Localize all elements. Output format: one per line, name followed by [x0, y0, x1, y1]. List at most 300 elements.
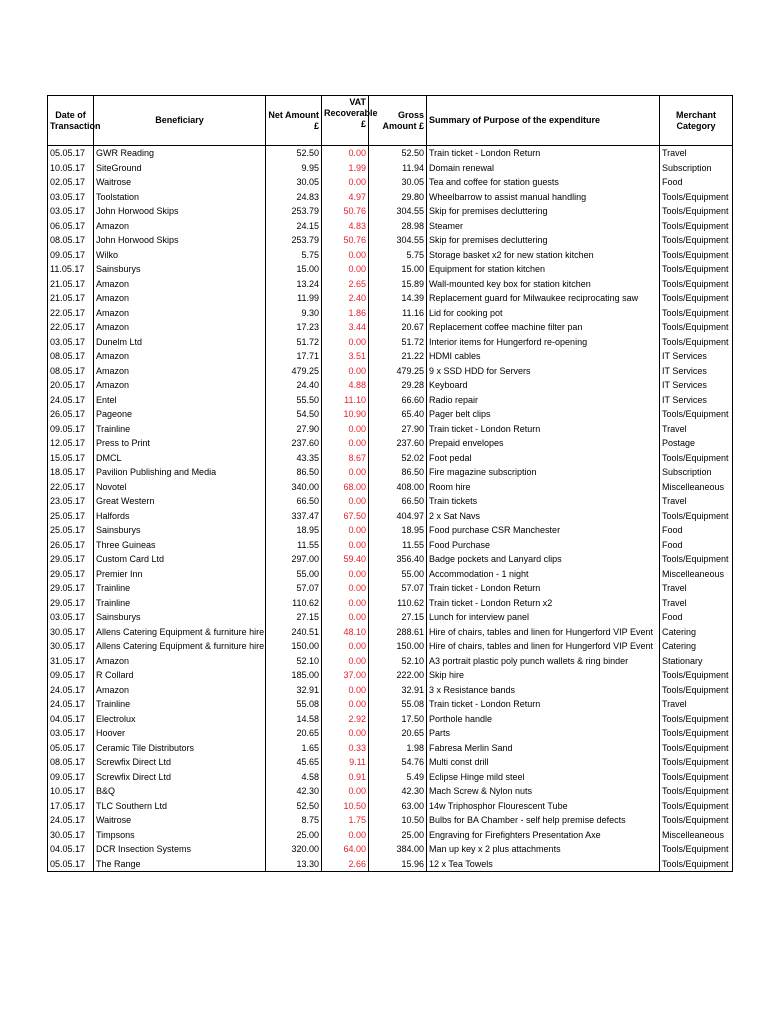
- cell-gross-amount: 15.00: [369, 262, 427, 277]
- cell-vat-recoverable: 2.65: [322, 277, 369, 292]
- cell-vat-recoverable: 0.00: [322, 146, 369, 161]
- cell-merchant-category: Travel: [660, 581, 733, 596]
- cell-beneficiary: Trainline: [94, 422, 266, 437]
- table-row: [48, 320, 733, 335]
- cell-gross-amount: 28.98: [369, 219, 427, 234]
- cell-date: 09.05.17: [48, 770, 94, 785]
- cell-date: 30.05.17: [48, 639, 94, 654]
- cell-gross-amount: 11.55: [369, 538, 427, 553]
- cell-summary: A3 portrait plastic poly punch wallets & ring binder: [427, 654, 660, 669]
- cell-gross-amount: 404.97: [369, 509, 427, 524]
- cell-beneficiary: Amazon: [94, 306, 266, 321]
- cell-beneficiary: Allens Catering Equipment & furniture hire: [94, 639, 266, 654]
- cell-net-amount: 13.30: [266, 857, 322, 872]
- cell-merchant-category: Stationary: [660, 654, 733, 669]
- table-row: [48, 712, 733, 727]
- table-row: [48, 335, 733, 350]
- table-row: [48, 277, 733, 292]
- cell-date: 29.05.17: [48, 596, 94, 611]
- table-row: [48, 175, 733, 190]
- cell-merchant-category: Tools/Equipment: [660, 190, 733, 205]
- header-summary: Summary of Purpose of the expenditure: [427, 96, 660, 146]
- cell-gross-amount: 288.61: [369, 625, 427, 640]
- cell-summary: HDMI cables: [427, 349, 660, 364]
- cell-net-amount: 150.00: [266, 639, 322, 654]
- cell-gross-amount: 57.07: [369, 581, 427, 596]
- table-row: [48, 523, 733, 538]
- cell-beneficiary: Timpsons: [94, 828, 266, 843]
- cell-summary: Keyboard: [427, 378, 660, 393]
- cell-merchant-category: Tools/Equipment: [660, 712, 733, 727]
- cell-summary: Engraving for Firefighters Presentation Axe: [427, 828, 660, 843]
- cell-gross-amount: 5.75: [369, 248, 427, 263]
- cell-summary: Tea and coffee for station guests: [427, 175, 660, 190]
- cell-merchant-category: Subscription: [660, 161, 733, 176]
- cell-date: 03.05.17: [48, 610, 94, 625]
- cell-net-amount: 14.58: [266, 712, 322, 727]
- cell-date: 03.05.17: [48, 726, 94, 741]
- cell-summary: Wheelbarrow to assist manual handling: [427, 190, 660, 205]
- cell-date: 02.05.17: [48, 175, 94, 190]
- cell-merchant-category: Food: [660, 523, 733, 538]
- header-merchant-category: Merchant Category: [660, 96, 733, 146]
- table-row: [48, 581, 733, 596]
- cell-date: 29.05.17: [48, 581, 94, 596]
- cell-merchant-category: Travel: [660, 146, 733, 161]
- cell-vat-recoverable: 0.00: [322, 335, 369, 350]
- cell-summary: Storage basket x2 for new station kitchen: [427, 248, 660, 263]
- cell-vat-recoverable: 0.00: [322, 683, 369, 698]
- cell-gross-amount: 150.00: [369, 639, 427, 654]
- cell-gross-amount: 21.22: [369, 349, 427, 364]
- table-row: [48, 552, 733, 567]
- table-row: [48, 364, 733, 379]
- table-row: [48, 393, 733, 408]
- cell-beneficiary: DMCL: [94, 451, 266, 466]
- cell-summary: Fire magazine subscription: [427, 465, 660, 480]
- cell-summary: Prepaid envelopes: [427, 436, 660, 451]
- cell-vat-recoverable: 0.33: [322, 741, 369, 756]
- cell-date: 23.05.17: [48, 494, 94, 509]
- cell-net-amount: 20.65: [266, 726, 322, 741]
- table-row: [48, 465, 733, 480]
- cell-beneficiary: Sainsburys: [94, 262, 266, 277]
- cell-beneficiary: Amazon: [94, 291, 266, 306]
- cell-vat-recoverable: 0.00: [322, 596, 369, 611]
- cell-merchant-category: Food: [660, 538, 733, 553]
- cell-net-amount: 52.10: [266, 654, 322, 669]
- cell-summary: Lunch for interview panel: [427, 610, 660, 625]
- cell-net-amount: 185.00: [266, 668, 322, 683]
- cell-gross-amount: 5.49: [369, 770, 427, 785]
- table-row: [48, 755, 733, 770]
- table-row: [48, 683, 733, 698]
- cell-merchant-category: Food: [660, 175, 733, 190]
- cell-gross-amount: 42.30: [369, 784, 427, 799]
- cell-summary: 14w Triphosphor Flourescent Tube: [427, 799, 660, 814]
- cell-summary: Skip for premises decluttering: [427, 204, 660, 219]
- header-row: [48, 96, 733, 146]
- cell-beneficiary: Trainline: [94, 596, 266, 611]
- cell-beneficiary: The Range: [94, 857, 266, 872]
- cell-gross-amount: 356.40: [369, 552, 427, 567]
- cell-summary: Train ticket - London Return: [427, 581, 660, 596]
- cell-date: 03.05.17: [48, 204, 94, 219]
- table-row: [48, 596, 733, 611]
- cell-beneficiary: Three Guineas: [94, 538, 266, 553]
- cell-gross-amount: 20.65: [369, 726, 427, 741]
- cell-vat-recoverable: 50.76: [322, 233, 369, 248]
- cell-merchant-category: Tools/Equipment: [660, 842, 733, 857]
- cell-date: 20.05.17: [48, 378, 94, 393]
- cell-net-amount: 240.51: [266, 625, 322, 640]
- cell-vat-recoverable: 1.86: [322, 306, 369, 321]
- cell-merchant-category: Tools/Equipment: [660, 335, 733, 350]
- cell-beneficiary: Premier Inn: [94, 567, 266, 582]
- cell-summary: Train ticket - London Return x2: [427, 596, 660, 611]
- cell-date: 21.05.17: [48, 277, 94, 292]
- table-row: [48, 770, 733, 785]
- cell-beneficiary: Sainsburys: [94, 523, 266, 538]
- table-row: [48, 813, 733, 828]
- cell-gross-amount: 55.00: [369, 567, 427, 582]
- cell-merchant-category: Tools/Equipment: [660, 668, 733, 683]
- cell-gross-amount: 384.00: [369, 842, 427, 857]
- cell-gross-amount: 52.02: [369, 451, 427, 466]
- cell-merchant-category: Tools/Equipment: [660, 291, 733, 306]
- table-row: [48, 494, 733, 509]
- cell-gross-amount: 86.50: [369, 465, 427, 480]
- table-row: [48, 625, 733, 640]
- table-row: [48, 610, 733, 625]
- table-row: [48, 248, 733, 263]
- header-vat-recoverable: VAT Recoverable £: [322, 96, 369, 146]
- cell-merchant-category: Tools/Equipment: [660, 813, 733, 828]
- cell-net-amount: 11.99: [266, 291, 322, 306]
- cell-vat-recoverable: 64.00: [322, 842, 369, 857]
- cell-vat-recoverable: 59.40: [322, 552, 369, 567]
- cell-net-amount: 110.62: [266, 596, 322, 611]
- cell-merchant-category: Travel: [660, 422, 733, 437]
- cell-summary: Eclipse Hinge mild steel: [427, 770, 660, 785]
- cell-gross-amount: 66.60: [369, 393, 427, 408]
- cell-net-amount: 30.05: [266, 175, 322, 190]
- cell-net-amount: 253.79: [266, 233, 322, 248]
- cell-merchant-category: Travel: [660, 697, 733, 712]
- cell-net-amount: 55.08: [266, 697, 322, 712]
- cell-date: 05.05.17: [48, 146, 94, 161]
- cell-gross-amount: 304.55: [369, 233, 427, 248]
- cell-vat-recoverable: 68.00: [322, 480, 369, 495]
- cell-merchant-category: Catering: [660, 639, 733, 654]
- cell-net-amount: 9.95: [266, 161, 322, 176]
- cell-gross-amount: 52.10: [369, 654, 427, 669]
- cell-net-amount: 51.72: [266, 335, 322, 350]
- cell-merchant-category: IT Services: [660, 393, 733, 408]
- cell-gross-amount: 110.62: [369, 596, 427, 611]
- cell-date: 24.05.17: [48, 393, 94, 408]
- header-beneficiary: Beneficiary: [94, 96, 266, 146]
- cell-date: 29.05.17: [48, 552, 94, 567]
- cell-net-amount: 17.71: [266, 349, 322, 364]
- table-row: [48, 538, 733, 553]
- cell-summary: Food purchase CSR Manchester: [427, 523, 660, 538]
- cell-gross-amount: 11.16: [369, 306, 427, 321]
- cell-net-amount: 8.75: [266, 813, 322, 828]
- cell-gross-amount: 14.39: [369, 291, 427, 306]
- cell-merchant-category: Tools/Equipment: [660, 407, 733, 422]
- cell-gross-amount: 30.05: [369, 175, 427, 190]
- table-row: [48, 190, 733, 205]
- cell-merchant-category: Travel: [660, 596, 733, 611]
- cell-gross-amount: 27.90: [369, 422, 427, 437]
- cell-gross-amount: 32.91: [369, 683, 427, 698]
- cell-date: 24.05.17: [48, 813, 94, 828]
- cell-net-amount: 237.60: [266, 436, 322, 451]
- cell-merchant-category: Tools/Equipment: [660, 741, 733, 756]
- cell-merchant-category: Tools/Equipment: [660, 306, 733, 321]
- table-row: [48, 697, 733, 712]
- cell-beneficiary: Electrolux: [94, 712, 266, 727]
- header-gross-amount: Gross Amount £: [369, 96, 427, 146]
- cell-net-amount: 1.65: [266, 741, 322, 756]
- table-row: [48, 349, 733, 364]
- cell-vat-recoverable: 0.00: [322, 422, 369, 437]
- cell-date: 06.05.17: [48, 219, 94, 234]
- table-row: [48, 436, 733, 451]
- expenditure-table: [47, 95, 733, 872]
- cell-summary: Fabresa Merlin Sand: [427, 741, 660, 756]
- cell-net-amount: 297.00: [266, 552, 322, 567]
- cell-net-amount: 479.25: [266, 364, 322, 379]
- cell-date: 04.05.17: [48, 712, 94, 727]
- table-row: [48, 668, 733, 683]
- cell-date: 30.05.17: [48, 828, 94, 843]
- cell-date: 12.05.17: [48, 436, 94, 451]
- cell-merchant-category: Tools/Equipment: [660, 784, 733, 799]
- cell-summary: Train ticket - London Return: [427, 146, 660, 161]
- cell-beneficiary: Ceramic Tile Distributors: [94, 741, 266, 756]
- cell-beneficiary: Custom Card Ltd: [94, 552, 266, 567]
- cell-vat-recoverable: 10.90: [322, 407, 369, 422]
- cell-vat-recoverable: 0.00: [322, 364, 369, 379]
- cell-gross-amount: 54.76: [369, 755, 427, 770]
- cell-merchant-category: Miscelleaneous: [660, 480, 733, 495]
- table-row: [48, 262, 733, 277]
- table-row: [48, 480, 733, 495]
- cell-date: 24.05.17: [48, 683, 94, 698]
- cell-gross-amount: 65.40: [369, 407, 427, 422]
- cell-vat-recoverable: 0.00: [322, 697, 369, 712]
- cell-net-amount: 9.30: [266, 306, 322, 321]
- table-row: [48, 219, 733, 234]
- cell-beneficiary: Amazon: [94, 349, 266, 364]
- cell-summary: Parts: [427, 726, 660, 741]
- table-row: [48, 842, 733, 857]
- cell-vat-recoverable: 3.44: [322, 320, 369, 335]
- cell-date: 05.05.17: [48, 857, 94, 872]
- cell-summary: Pager belt clips: [427, 407, 660, 422]
- cell-merchant-category: IT Services: [660, 349, 733, 364]
- cell-net-amount: 43.35: [266, 451, 322, 466]
- cell-date: 30.05.17: [48, 625, 94, 640]
- table-row: [48, 451, 733, 466]
- cell-gross-amount: 63.00: [369, 799, 427, 814]
- cell-net-amount: 24.15: [266, 219, 322, 234]
- cell-beneficiary: John Horwood Skips: [94, 233, 266, 248]
- header-net-amount: Net Amount £: [266, 96, 322, 146]
- cell-summary: Mach Screw & Nylon nuts: [427, 784, 660, 799]
- cell-merchant-category: Tools/Equipment: [660, 320, 733, 335]
- cell-beneficiary: Amazon: [94, 683, 266, 698]
- cell-beneficiary: Amazon: [94, 364, 266, 379]
- expenditure-sheet: [47, 95, 729, 872]
- cell-gross-amount: 237.60: [369, 436, 427, 451]
- cell-merchant-category: Catering: [660, 625, 733, 640]
- cell-vat-recoverable: 0.00: [322, 726, 369, 741]
- cell-vat-recoverable: 67.50: [322, 509, 369, 524]
- cell-net-amount: 32.91: [266, 683, 322, 698]
- cell-net-amount: 45.65: [266, 755, 322, 770]
- table-row: [48, 306, 733, 321]
- table-row: [48, 726, 733, 741]
- cell-date: 10.05.17: [48, 784, 94, 799]
- cell-vat-recoverable: 3.51: [322, 349, 369, 364]
- cell-date: 26.05.17: [48, 538, 94, 553]
- cell-gross-amount: 10.50: [369, 813, 427, 828]
- cell-summary: Porthole handle: [427, 712, 660, 727]
- cell-date: 10.05.17: [48, 161, 94, 176]
- cell-summary: Food Purchase: [427, 538, 660, 553]
- cell-gross-amount: 18.95: [369, 523, 427, 538]
- cell-merchant-category: IT Services: [660, 364, 733, 379]
- cell-date: 25.05.17: [48, 523, 94, 538]
- cell-date: 29.05.17: [48, 567, 94, 582]
- table-row: [48, 291, 733, 306]
- cell-beneficiary: Amazon: [94, 654, 266, 669]
- cell-vat-recoverable: 2.66: [322, 857, 369, 872]
- cell-gross-amount: 11.94: [369, 161, 427, 176]
- cell-summary: Multi const drill: [427, 755, 660, 770]
- table-header: [48, 96, 733, 146]
- cell-gross-amount: 20.67: [369, 320, 427, 335]
- cell-summary: Badge pockets and Lanyard clips: [427, 552, 660, 567]
- cell-beneficiary: Screwfix Direct Ltd: [94, 770, 266, 785]
- cell-gross-amount: 222.00: [369, 668, 427, 683]
- cell-beneficiary: Allens Catering Equipment & furniture hire: [94, 625, 266, 640]
- cell-summary: Domain renewal: [427, 161, 660, 176]
- table-body: [48, 146, 733, 872]
- cell-net-amount: 54.50: [266, 407, 322, 422]
- cell-net-amount: 320.00: [266, 842, 322, 857]
- cell-merchant-category: Miscelleaneous: [660, 828, 733, 843]
- cell-merchant-category: Tools/Equipment: [660, 726, 733, 741]
- cell-vat-recoverable: 0.00: [322, 262, 369, 277]
- cell-merchant-category: Tools/Equipment: [660, 799, 733, 814]
- cell-summary: Man up key x 2 plus attachments: [427, 842, 660, 857]
- cell-beneficiary: DCR Insection Systems: [94, 842, 266, 857]
- cell-vat-recoverable: 0.00: [322, 494, 369, 509]
- cell-beneficiary: B&Q: [94, 784, 266, 799]
- cell-date: 24.05.17: [48, 697, 94, 712]
- cell-gross-amount: 304.55: [369, 204, 427, 219]
- cell-merchant-category: Tools/Equipment: [660, 219, 733, 234]
- cell-net-amount: 27.90: [266, 422, 322, 437]
- table-row: [48, 799, 733, 814]
- cell-vat-recoverable: 8.67: [322, 451, 369, 466]
- table-row: [48, 567, 733, 582]
- cell-beneficiary: Amazon: [94, 320, 266, 335]
- cell-gross-amount: 479.25: [369, 364, 427, 379]
- cell-summary: Skip for premises decluttering: [427, 233, 660, 248]
- cell-summary: Lid for cooking pot: [427, 306, 660, 321]
- table-row: [48, 204, 733, 219]
- cell-summary: Train tickets: [427, 494, 660, 509]
- cell-vat-recoverable: 11.10: [322, 393, 369, 408]
- cell-net-amount: 24.40: [266, 378, 322, 393]
- cell-vat-recoverable: 0.00: [322, 248, 369, 263]
- cell-date: 11.05.17: [48, 262, 94, 277]
- cell-date: 26.05.17: [48, 407, 94, 422]
- cell-gross-amount: 29.28: [369, 378, 427, 393]
- cell-vat-recoverable: 1.75: [322, 813, 369, 828]
- cell-merchant-category: Tools/Equipment: [660, 233, 733, 248]
- cell-net-amount: 55.50: [266, 393, 322, 408]
- cell-summary: Replacement coffee machine filter pan: [427, 320, 660, 335]
- cell-net-amount: 4.58: [266, 770, 322, 785]
- table-row: [48, 741, 733, 756]
- cell-gross-amount: 55.08: [369, 697, 427, 712]
- cell-date: 05.05.17: [48, 741, 94, 756]
- cell-beneficiary: Amazon: [94, 219, 266, 234]
- cell-date: 08.05.17: [48, 755, 94, 770]
- table-row: [48, 146, 733, 161]
- cell-vat-recoverable: 4.83: [322, 219, 369, 234]
- cell-beneficiary: Screwfix Direct Ltd: [94, 755, 266, 770]
- cell-gross-amount: 51.72: [369, 335, 427, 350]
- cell-net-amount: 57.07: [266, 581, 322, 596]
- table-row: [48, 857, 733, 872]
- cell-date: 03.05.17: [48, 190, 94, 205]
- cell-beneficiary: Toolstation: [94, 190, 266, 205]
- cell-date: 17.05.17: [48, 799, 94, 814]
- cell-vat-recoverable: 2.92: [322, 712, 369, 727]
- cell-gross-amount: 66.50: [369, 494, 427, 509]
- cell-net-amount: 24.83: [266, 190, 322, 205]
- cell-vat-recoverable: 0.00: [322, 581, 369, 596]
- cell-beneficiary: Waitrose: [94, 813, 266, 828]
- cell-net-amount: 253.79: [266, 204, 322, 219]
- cell-merchant-category: Tools/Equipment: [660, 248, 733, 263]
- cell-net-amount: 66.50: [266, 494, 322, 509]
- cell-net-amount: 15.00: [266, 262, 322, 277]
- cell-summary: Train ticket - London Return: [427, 697, 660, 712]
- cell-beneficiary: Dunelm Ltd: [94, 335, 266, 350]
- cell-gross-amount: 27.15: [369, 610, 427, 625]
- cell-merchant-category: Tools/Equipment: [660, 770, 733, 785]
- table-row: [48, 828, 733, 843]
- cell-beneficiary: Amazon: [94, 277, 266, 292]
- cell-beneficiary: Sainsburys: [94, 610, 266, 625]
- cell-gross-amount: 15.96: [369, 857, 427, 872]
- cell-date: 22.05.17: [48, 306, 94, 321]
- cell-beneficiary: John Horwood Skips: [94, 204, 266, 219]
- cell-date: 08.05.17: [48, 364, 94, 379]
- cell-merchant-category: Tools/Equipment: [660, 552, 733, 567]
- cell-summary: Radio repair: [427, 393, 660, 408]
- cell-beneficiary: R Collard: [94, 668, 266, 683]
- cell-net-amount: 340.00: [266, 480, 322, 495]
